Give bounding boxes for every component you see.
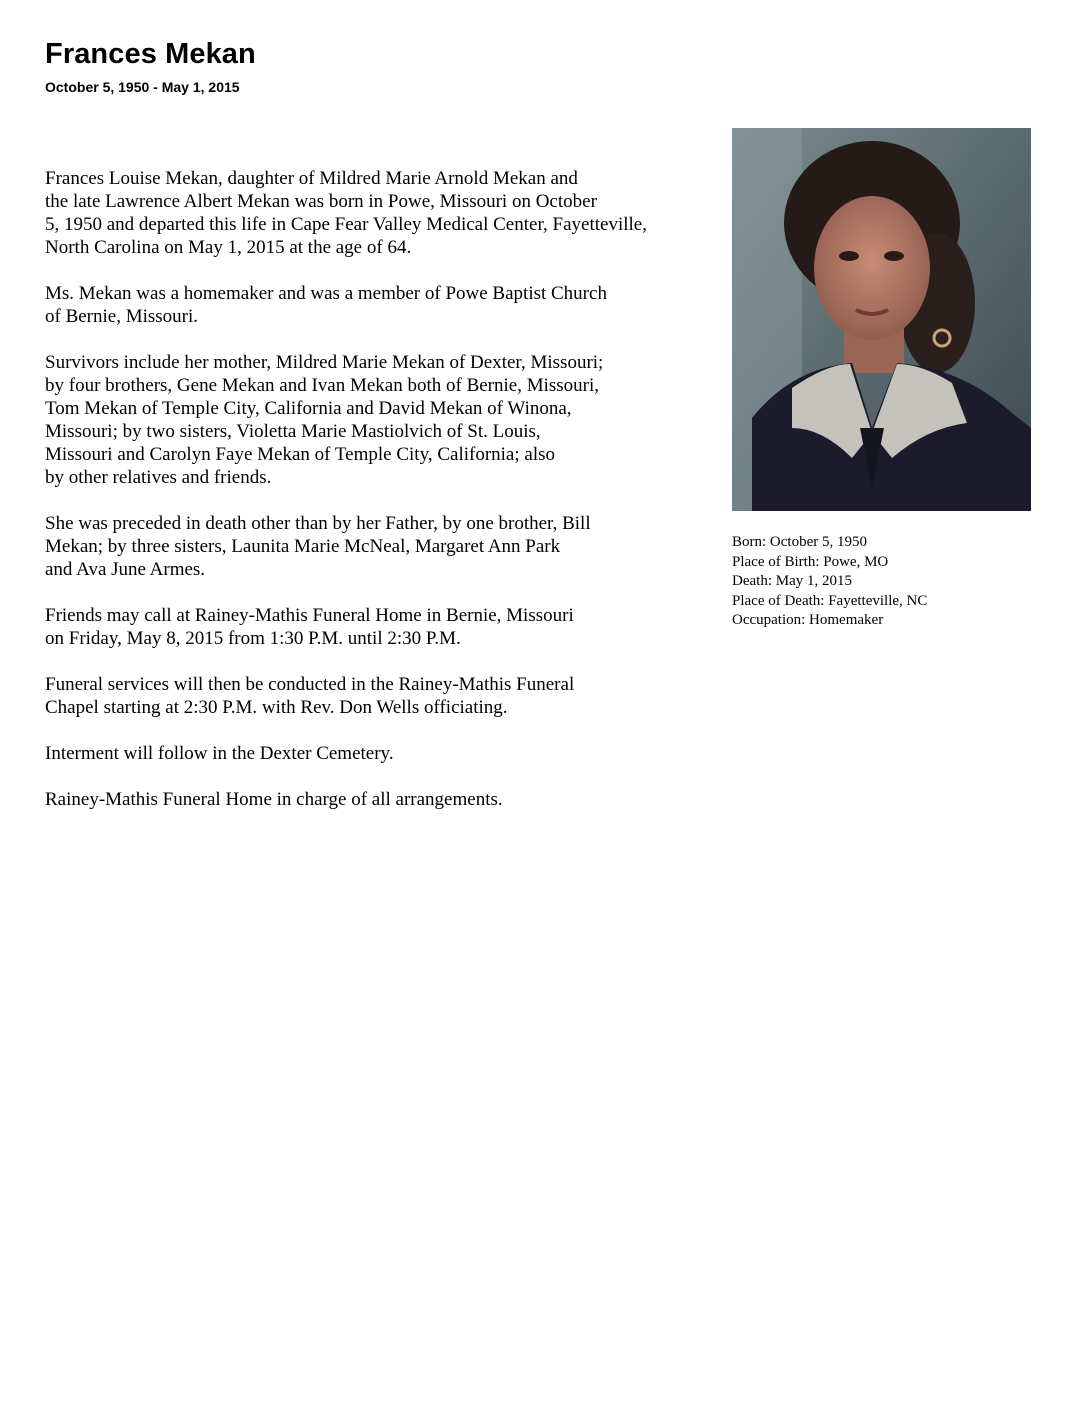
- obituary-paragraph: [45, 512, 735, 581]
- fact-born: Born: October 5, 1950: [732, 534, 867, 550]
- fact-birth-place: Place of Birth: Powe, MO: [732, 553, 889, 570]
- portrait-image: [732, 128, 1031, 511]
- obituary-paragraph: [45, 673, 735, 719]
- obituary-paragraph: [45, 282, 735, 328]
- obituary-line: She was preceded in death other than by her Father, by one brother, Bill: [45, 513, 591, 534]
- obituary-line: Missouri; by two sisters, Violetta Marie Mastiolvich of St. Louis,: [45, 421, 541, 442]
- obituary-line: the late Lawrence Albert Mekan was born in Powe, Missouri on October: [45, 191, 597, 212]
- obituary-line: Survivors include her mother, Mildred Marie Mekan of Dexter, Missouri;: [45, 352, 604, 373]
- obituary-paragraph: [45, 167, 735, 259]
- obituary-line: by other relatives and friends.: [45, 467, 272, 488]
- obituary-line: Missouri and Carolyn Faye Mekan of Temple City, California; also: [45, 444, 556, 465]
- obituary-line: North Carolina on May 1, 2015 at the age of 64.: [45, 237, 412, 258]
- obituary-line: Interment will follow in the Dexter Cemetery.: [45, 743, 394, 764]
- obituary-line: Ms. Mekan was a homemaker and was a member of Powe Baptist Church: [45, 283, 607, 304]
- obituary-line: Mekan; by three sisters, Launita Marie McNeal, Margaret Ann Park: [45, 536, 561, 557]
- obituary-line: Friends may call at Rainey-Mathis Funeral Home in Bernie, Missouri: [45, 605, 574, 626]
- obituary-text: [45, 167, 735, 834]
- obituary-line: Tom Mekan of Temple City, California and David Mekan of Winona,: [45, 398, 572, 419]
- obituary-paragraph: [45, 788, 735, 811]
- obituary-line: Rainey-Mathis Funeral Home in charge of all arrangements.: [45, 789, 503, 810]
- obituary-line: Funeral services will then be conducted in the Rainey-Mathis Funeral: [45, 674, 575, 695]
- portrait-photo: [732, 128, 1031, 511]
- obituary-line: of Bernie, Missouri.: [45, 306, 199, 327]
- fact-death-place: Place of Death: Fayetteville, NC: [732, 592, 928, 609]
- life-dates: October 5, 1950 - May 1, 2015: [45, 79, 240, 95]
- obituary-line: and Ava June Armes.: [45, 559, 206, 580]
- obituary-line: Frances Louise Mekan, daughter of Mildred Marie Arnold Mekan and: [45, 168, 578, 189]
- fact-death: Death: May 1, 2015: [732, 573, 852, 589]
- vital-facts: [732, 533, 1052, 631]
- fact-occupation: Occupation: Homemaker: [732, 612, 884, 628]
- deceased-name: Frances Mekan: [45, 38, 256, 70]
- obituary-line: on Friday, May 8, 2015 from 1:30 P.M. until 2:30 P.M.: [45, 628, 461, 649]
- obituary-paragraph: [45, 351, 735, 489]
- obituary-header: [45, 36, 685, 96]
- obituary-paragraph: [45, 742, 735, 765]
- obituary-line: 5, 1950 and departed this life in Cape Fear Valley Medical Center, Fayetteville,: [45, 214, 647, 235]
- obituary-paragraph: [45, 604, 735, 650]
- obituary-line: by four brothers, Gene Mekan and Ivan Mekan both of Bernie, Missouri,: [45, 375, 600, 396]
- obituary-line: Chapel starting at 2:30 P.M. with Rev. Don Wells officiating.: [45, 697, 508, 718]
